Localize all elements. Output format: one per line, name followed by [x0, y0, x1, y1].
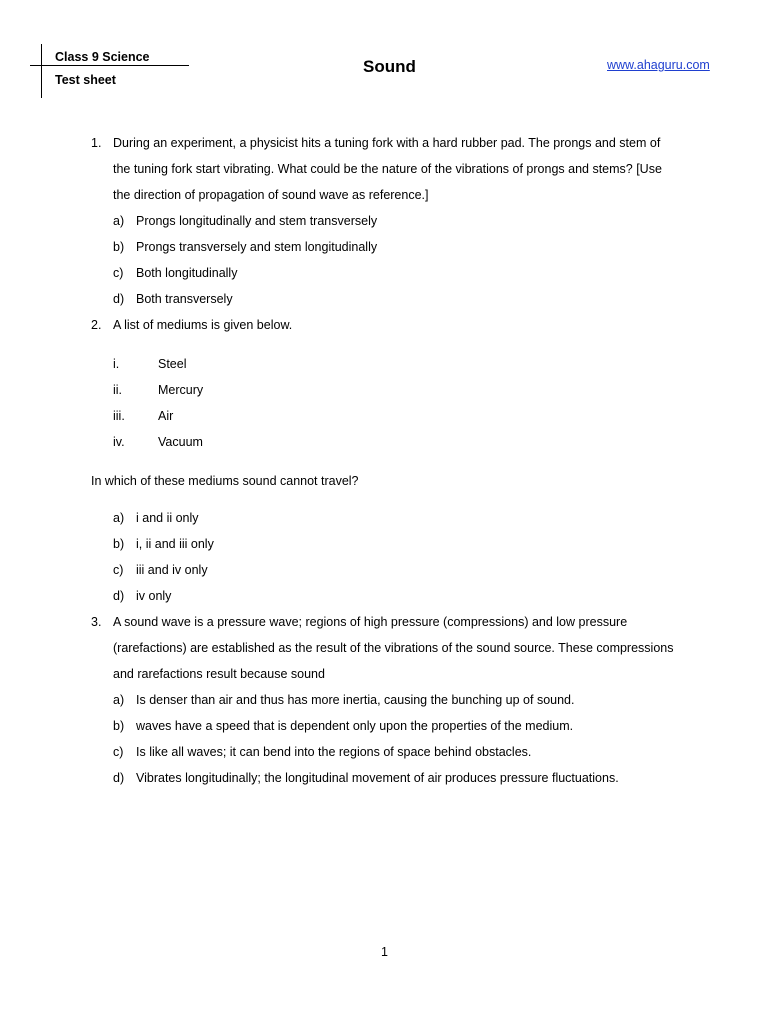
- question-3-line-2: (rarefactions) are established as the result of the vibrations of the sound source. These compressions: [113, 641, 674, 655]
- medium-1-label: i.: [113, 357, 120, 371]
- question-1-option-a: Prongs longitudinally and stem transversely: [136, 214, 378, 228]
- question-1-option-b-label: b): [113, 240, 125, 254]
- header-vertical-rule: [41, 44, 42, 98]
- question-3-option-d: Vibrates longitudinally; the longitudinal movement of air produces pressure fluctuations.: [136, 771, 619, 785]
- page-title: Sound: [363, 57, 416, 76]
- question-2-number: 2.: [91, 318, 102, 332]
- question-3-option-a: Is denser than air and thus has more inertia, causing the bunching up of sound.: [136, 693, 575, 707]
- page-number: 1: [381, 945, 388, 959]
- question-3-option-d-label: d): [113, 771, 125, 785]
- question-2-prompt: In which of these mediums sound cannot travel?: [91, 474, 359, 488]
- question-1-option-d: Both transversely: [136, 292, 233, 306]
- medium-3-label: iii.: [113, 409, 125, 423]
- question-2-option-b-label: b): [113, 537, 125, 551]
- question-3-option-b: waves have a speed that is dependent only upon the properties of the medium.: [136, 719, 574, 733]
- question-3-number: 3.: [91, 615, 102, 629]
- question-1-option-c: Both longitudinally: [136, 266, 238, 280]
- question-3-line-1: A sound wave is a pressure wave; regions of high pressure (compressions) and low pressure: [113, 615, 628, 629]
- question-1-line-1: During an experiment, a physicist hits a tuning fork with a hard rubber pad. The prongs and stem of: [113, 136, 661, 150]
- question-2-option-b: i, ii and iii only: [136, 537, 214, 551]
- question-1-option-d-label: d): [113, 292, 125, 306]
- question-2-option-c-label: c): [113, 563, 124, 577]
- sheet-label: Test sheet: [55, 73, 116, 87]
- class-label: Class 9 Science: [55, 50, 150, 64]
- medium-4: Vacuum: [158, 435, 203, 449]
- question-1-option-a-label: a): [113, 214, 125, 228]
- medium-2: Mercury: [158, 383, 204, 397]
- question-3-option-a-label: a): [113, 693, 125, 707]
- question-2-option-d-label: d): [113, 589, 125, 603]
- medium-2-label: ii.: [113, 383, 123, 397]
- question-3-option-c: Is like all waves; it can bend into the regions of space behind obstacles.: [136, 745, 532, 759]
- question-1-number: 1.: [91, 136, 102, 150]
- question-3-option-c-label: c): [113, 745, 124, 759]
- website-link[interactable]: www.ahaguru.com: [607, 58, 710, 72]
- question-2-option-a: i and ii only: [136, 511, 199, 525]
- question-1-line-2: the tuning fork start vibrating. What could be the nature of the vibrations of prongs and stems? [Use: [113, 162, 662, 176]
- medium-4-label: iv.: [113, 435, 125, 449]
- question-2-line-1: A list of mediums is given below.: [113, 318, 293, 332]
- medium-3: Air: [158, 409, 174, 423]
- question-3-line-3: and rarefactions result because sound: [113, 667, 325, 681]
- header-horizontal-rule: [30, 65, 189, 66]
- question-2-option-a-label: a): [113, 511, 125, 525]
- question-2-option-d: iv only: [136, 589, 172, 603]
- question-1-line-3: the direction of propagation of sound wave as reference.]: [113, 188, 429, 202]
- medium-1: Steel: [158, 357, 187, 371]
- question-3-option-b-label: b): [113, 719, 125, 733]
- question-1-option-c-label: c): [113, 266, 124, 280]
- question-1-option-b: Prongs transversely and stem longitudinally: [136, 240, 378, 254]
- question-2-option-c: iii and iv only: [136, 563, 208, 577]
